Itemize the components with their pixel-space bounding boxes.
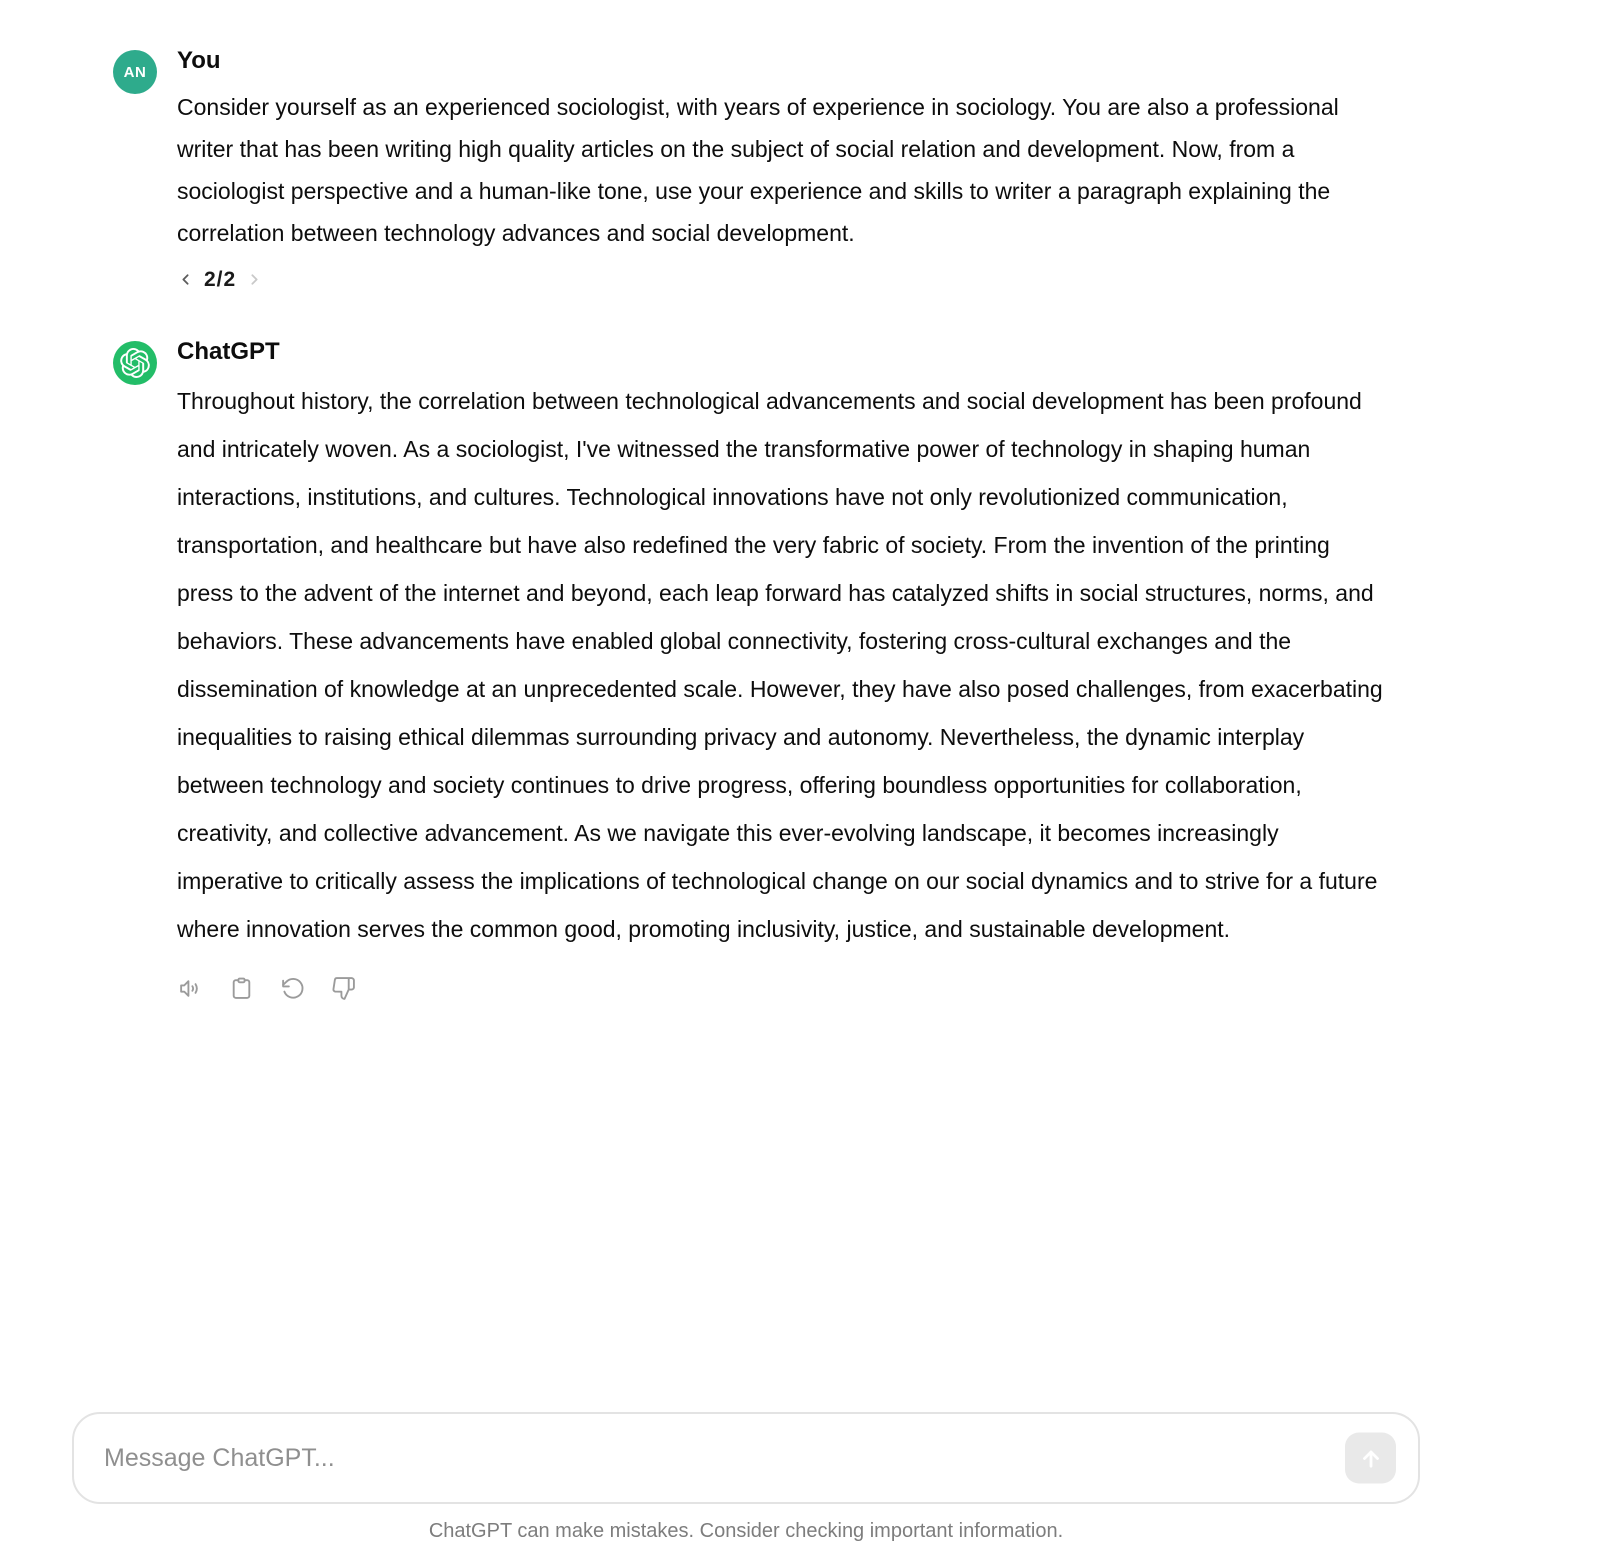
message-composer	[72, 1412, 1420, 1504]
arrow-up-icon	[1358, 1445, 1384, 1471]
conversation	[113, 47, 1413, 1002]
chevron-right-icon	[246, 271, 263, 288]
disclaimer-text: ChatGPT can make mistakes. Consider checking important information.	[428, 1520, 1064, 1542]
version-counter: 2/2	[204, 267, 237, 291]
regenerate-button[interactable]	[279, 975, 306, 1002]
previous-version-button[interactable]	[177, 271, 194, 288]
assistant-author-label: ChatGPT	[177, 337, 280, 365]
user-author-label: You	[177, 47, 221, 74]
message-input[interactable]	[74, 1414, 1418, 1502]
openai-logo-icon	[120, 348, 150, 378]
send-button[interactable]	[1345, 1433, 1396, 1484]
next-version-button[interactable]	[246, 271, 263, 288]
user-message	[113, 47, 1413, 292]
chevron-left-icon	[177, 271, 194, 288]
read-aloud-button[interactable]	[177, 975, 204, 1002]
bad-response-button[interactable]	[330, 975, 357, 1002]
assistant-message-text: Throughout history, the correlation between technological advancements and social development has been profound and intricately woven. As a sociologist, I've witnessed the transformative power of technology in shaping human interactions, institutions, and cultures. Technological innovations have not only revolutionized communication, transportation, and healthcare but have also redefined the very fabric of society. From the invention of the printing press to the advent of the internet and beyond, each leap forward has catalyzed shifts in social structures, norms, and behaviors. These advancements have enabled global connectivity, fostering cross-cultural exchanges and the dissemination of knowledge at an unprecedented scale. However, they have also posed challenges, from exacerbating inequalities to raising ethical dilemmas surrounding privacy and autonomy. Nevertheless, the dynamic interplay between technology and society continues to drive progress, offering boundless opportunities for collaboration, creativity, and collective advancement. As we navigate this ever-evolving landscape, it becomes increasingly imperative to critically assess the implications of technological change on our social dynamics and to strive for a future where innovation serves the common good, promoting inclusivity, justice, and sustainable development.	[177, 387, 1383, 942]
message-version-pagination	[177, 268, 1413, 292]
user-avatar	[113, 50, 157, 94]
user-avatar-initials: AN	[123, 63, 147, 81]
regenerate-icon	[280, 976, 305, 1001]
copy-button[interactable]	[228, 975, 255, 1002]
assistant-message	[113, 338, 1413, 1002]
speaker-icon	[178, 976, 203, 1001]
chatgpt-avatar	[113, 341, 157, 385]
user-message-text: Consider yourself as an experienced sociologist, with years of experience in sociology. You are also a professional writer that has been writing high quality articles on the subject of social relation and development. Now, from a sociologist perspective and a human-like tone, use your experience and skills to writer a paragraph explaining the correlation between technology advances and social development.	[177, 93, 1339, 246]
assistant-message-actions	[177, 975, 1413, 1002]
thumbs-down-icon	[331, 976, 356, 1001]
clipboard-icon	[229, 976, 254, 1001]
